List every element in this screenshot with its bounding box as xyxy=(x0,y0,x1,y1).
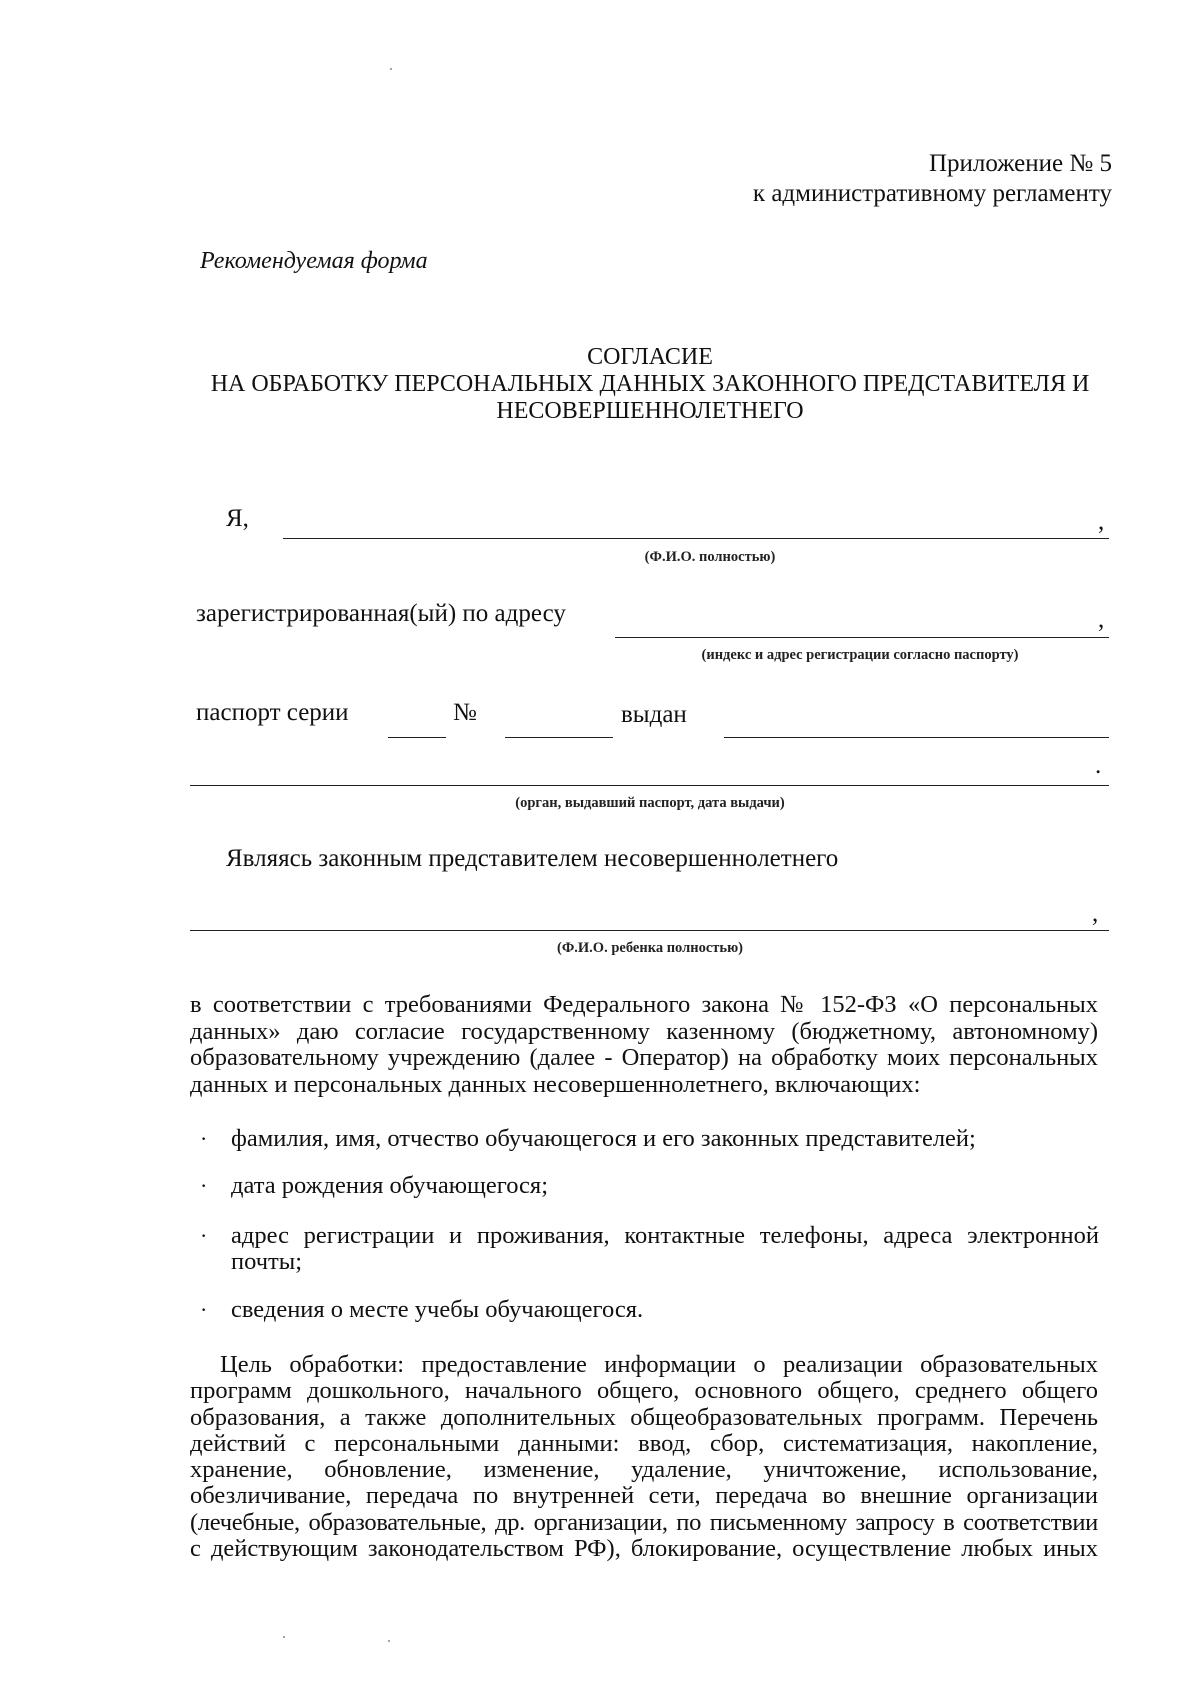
fio-input-line[interactable] xyxy=(283,538,1109,539)
fio-comma: , xyxy=(1098,508,1105,535)
purpose-line-5: хранение, обновление, изменение, удаление, уничтожение, использование, xyxy=(190,1456,1098,1484)
bullet-item-1 xyxy=(231,1126,1099,1152)
issuer-period: . xyxy=(1095,752,1102,779)
bullet-marker: · xyxy=(200,1126,208,1151)
intro-line-1: в соответствии с требованиями Федерального закона № 152-ФЗ «О персональных xyxy=(190,991,1098,1018)
intro-line-4: данных и персональных данных несовершеннолетнего, включающих: xyxy=(190,1070,921,1098)
passport-series-input-line[interactable] xyxy=(388,737,446,738)
title-line-1: СОГЛАСИЕ xyxy=(587,344,713,370)
intro-line-3: образовательному учреждению (далее - Оператор) на обработку моих персональных xyxy=(190,1044,1098,1071)
address-input-line[interactable] xyxy=(615,637,1109,638)
scan-speck xyxy=(390,68,392,70)
bullet-item-text: почты; xyxy=(231,1248,303,1275)
regulation-reference: к административному регламенту xyxy=(752,180,1112,207)
issuer-input-line[interactable] xyxy=(190,785,1109,786)
passport-number-input-line[interactable] xyxy=(505,737,613,738)
intro-paragraph xyxy=(190,992,1098,1098)
purpose-paragraph xyxy=(190,1352,1098,1562)
address-comma: , xyxy=(1098,606,1105,633)
address-label: зарегистрированная(ый) по адресу xyxy=(196,600,566,627)
purpose-line-2: программ дошкольного, начального общего, основного общего, среднего общего xyxy=(190,1377,1098,1405)
bullet-marker: · xyxy=(200,1297,208,1322)
child-fio-input-line[interactable] xyxy=(190,930,1109,931)
bullet-item-4 xyxy=(231,1297,1099,1323)
scan-speck xyxy=(388,1640,390,1642)
i-label: Я, xyxy=(226,505,249,532)
passport-issued-label: выдан xyxy=(621,701,687,728)
bullet-item-text: адрес регистрации и проживания, контактные телефоны, адреса электронной xyxy=(231,1222,1099,1249)
purpose-line-4: действий с персональными данными: ввод, сбор, систематизация, накопление, xyxy=(190,1429,1098,1457)
passport-number-label: № xyxy=(453,699,477,726)
bullet-item-2 xyxy=(231,1173,1099,1199)
document-title xyxy=(190,344,1110,425)
purpose-line-6: обезличивание, передача по внутренней сети, передача во внешние организации xyxy=(190,1482,1098,1510)
scan-speck xyxy=(283,1636,285,1638)
bullet-marker: · xyxy=(200,1223,208,1248)
passport-series-label: паспорт серии xyxy=(196,699,349,726)
appendix-number: Приложение № 5 xyxy=(928,150,1112,177)
representative-label: Являясь законным представителем несовершеннолетнего xyxy=(226,845,839,872)
child-fio-caption: (Ф.И.О. ребенка полностью) xyxy=(557,940,743,956)
bullet-item-text: дата рождения обучающегося; xyxy=(231,1172,549,1199)
recommended-form-label: Рекомендуемая форма xyxy=(200,248,428,274)
intro-line-2: данных» даю согласие государственному казенному (бюджетному, автономному) xyxy=(190,1017,1098,1045)
fio-caption: (Ф.И.О. полностью) xyxy=(644,549,776,565)
bullet-item-text: сведения о месте учебы обучающегося. xyxy=(231,1296,644,1323)
title-line-3: НЕСОВЕРШЕННОЛЕТНЕГО xyxy=(496,398,804,424)
purpose-line-7: (лечебные, образовательные, др. организации, по письменному запросу в соответствии xyxy=(190,1508,1098,1536)
title-line-2: НА ОБРАБОТКУ ПЕРСОНАЛЬНЫХ ДАННЫХ ЗАКОННОГО ПРЕДСТАВИТЕЛЯ И xyxy=(210,371,1090,397)
purpose-line-3: образования, а также дополнительных общеобразовательных программ. Перечень xyxy=(190,1403,1098,1431)
purpose-line-1: Цель обработки: предоставление информации о реализации образовательных xyxy=(220,1351,1098,1378)
issuer-caption: (орган, выдавший паспорт, дата выдачи) xyxy=(515,795,785,811)
bullet-marker: · xyxy=(200,1173,208,1198)
bullet-item-text: фамилия, имя, отчество обучающегося и его законных представителей; xyxy=(231,1125,976,1152)
child-comma: , xyxy=(1092,900,1099,927)
bullet-item-3 xyxy=(231,1223,1099,1275)
address-caption: (индекс и адрес регистрации согласно паспорту) xyxy=(701,647,1019,663)
purpose-line-8: с действующим законодательством РФ), блокирование, осуществление любых иных xyxy=(190,1535,1098,1563)
passport-issued-input-line[interactable] xyxy=(724,737,1109,738)
